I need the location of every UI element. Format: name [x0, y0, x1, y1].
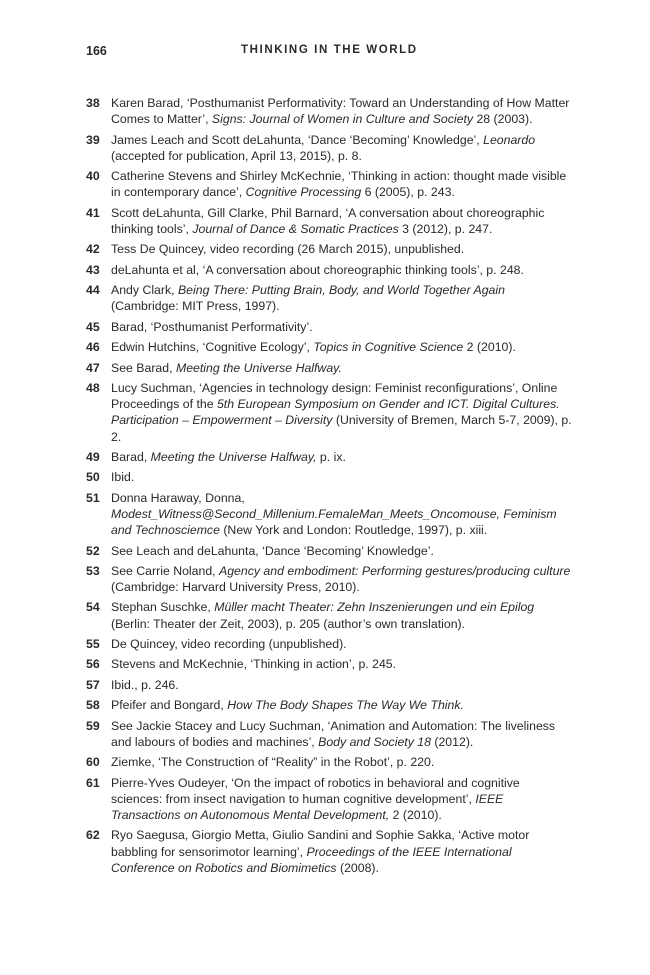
endnote-54 [86, 599, 572, 631]
endnote-number: 45 [86, 319, 100, 334]
endnote-number: 43 [86, 262, 100, 277]
endnote-62 [86, 827, 572, 876]
citation-text: Catherine Stevens and Shirley McKechnie, ‘Thinking in action: thought made visible in contemporary dance’, [111, 169, 567, 200]
endnote-text [111, 698, 464, 712]
endnote-number: 38 [86, 96, 100, 110]
citation-text: See Barad, [111, 360, 176, 375]
endnote-51 [86, 490, 572, 539]
endnote-text [111, 564, 570, 594]
endnote-39 [86, 132, 572, 164]
citation-text: (University of Bremen, March 5-7, 2009), p. 2. [111, 413, 572, 444]
citation-title: Meeting the Universe Halfway. [175, 360, 342, 375]
endnote-number: 59 [86, 718, 100, 733]
citation-text: See Jackie Stacey and Lucy Suchman, ‘Animation and Automation: The liveliness and labours of bodies and machines’, [111, 718, 556, 749]
citation-text: 3 (2012), p. 247. [398, 221, 493, 236]
endnote-number: 52 [86, 543, 100, 558]
endnote-55 [86, 636, 572, 652]
citation-title: Proceedings of the IEEE International Conference on Robotics and Biomimetics [111, 844, 512, 875]
endnote-text [111, 283, 505, 313]
citation-text: See Carrie Noland, [111, 563, 219, 578]
citation-title: Modest_Witness@Second_Millenium.FemaleMan_Meets_Oncomouse, Feminism and Technosciemce [111, 506, 557, 538]
endnote-text [111, 450, 346, 464]
endnote-text [111, 719, 555, 749]
endnote-text [111, 242, 464, 256]
citation-text: Pfeifer and Bongard, [111, 698, 228, 713]
citation-title: Topics in Cognitive Science [313, 340, 464, 355]
endnote-number: 40 [86, 169, 100, 184]
citation-text: (Berlin: Theater der Zeit, 2003), p. 205 (author’s own translation). [111, 616, 466, 631]
endnote-text [111, 206, 544, 236]
citation-text: (New York and London: Routledge, 1997), p. xiii. [219, 523, 488, 538]
citation-text: Stephan Suschke, [111, 600, 215, 615]
endnote-number: 49 [86, 449, 100, 464]
citation-text: deLahunta et al, ‘A conversation about choreographic thinking tools’, p. 248. [111, 262, 524, 277]
citation-text: Scott deLahunta, Gill Clarke, Phil Barnard, ‘A conversation about choreographic thinking tools’, [111, 205, 545, 236]
endnote-38 [86, 95, 572, 127]
endnote-number: 62 [86, 828, 100, 843]
citation-text: 6 (2005), p. 243. [361, 185, 455, 200]
citation-title: Signs: Journal of Women in Culture and Society [211, 112, 474, 127]
endnotes-list [86, 95, 572, 880]
citation-text: Barad, [111, 449, 151, 464]
citation-text: 28 (2003). [473, 112, 533, 127]
endnote-text [111, 96, 569, 126]
endnote-text [111, 169, 566, 199]
endnote-50 [86, 469, 572, 485]
endnote-text [111, 776, 520, 822]
citation-text: De Quincey, video recording (unpublished). [111, 637, 347, 652]
citation-text: (Cambridge: Harvard University Press, 2010). [111, 580, 360, 595]
endnote-text [111, 678, 179, 692]
citation-text: Ibid. [111, 470, 135, 485]
endnote-40 [86, 168, 572, 200]
endnote-number: 48 [86, 380, 100, 395]
citation-text: (accepted for publication, April 13, 2015), p. 8. [111, 148, 362, 163]
endnote-number: 56 [86, 657, 100, 672]
endnote-number: 60 [86, 755, 100, 770]
endnote-59 [86, 718, 572, 750]
endnote-text [111, 491, 557, 537]
citation-text: James Leach and Scott deLahunta, ‘Dance ‘Becoming’ Knowledge’, [111, 132, 484, 147]
endnote-53 [86, 563, 572, 595]
citation-title: 5th European Symposium on Gender and ICT. Digital Cultures. Participation – Empowerment – Diversity [111, 397, 560, 428]
endnote-47 [86, 360, 572, 376]
endnote-60 [86, 754, 572, 770]
citation-title: IEEE Transactions on Autonomous Mental Development, [111, 791, 504, 823]
endnote-43 [86, 262, 572, 278]
citation-title: Journal of Dance & Somatic Practices [192, 221, 399, 236]
endnote-text [111, 755, 434, 769]
endnote-46 [86, 339, 572, 355]
citation-text: 2 (2010). [463, 340, 516, 355]
citation-title: Body and Society 18 [318, 734, 431, 749]
citation-title: How The Body Shapes The Way We Think. [227, 698, 464, 713]
endnote-text [111, 361, 342, 375]
endnote-text [111, 828, 529, 874]
endnote-text [111, 133, 535, 163]
citation-text: Karen Barad, ‘Posthumanist Performativity: Toward an Understanding of How Matter Comes to Matter’, [111, 96, 570, 127]
citation-text: Ziemke, ‘The Construction of “Reality” in the Robot’, p. 220. [111, 755, 435, 770]
endnote-number: 61 [86, 775, 100, 790]
citation-title: Being There: Putting Brain, Body, and World Together Again [177, 283, 505, 298]
citation-text: Stevens and McKechnie, ‘Thinking in action’, p. 245. [111, 657, 397, 672]
page-number: 166 [86, 44, 107, 58]
citation-text: See Leach and deLahunta, ‘Dance ‘Becoming’ Knowledge’. [111, 543, 434, 558]
endnote-number: 55 [86, 637, 100, 652]
citation-text: Tess De Quincey, video recording (26 March 2015), unpublished. [111, 242, 465, 257]
endnote-text [111, 263, 524, 277]
citation-text: (2012). [430, 734, 474, 749]
citation-text: Ibid., p. 246. [111, 677, 179, 692]
endnote-text [111, 657, 396, 671]
citation-title: Agency and embodiment: Performing gestures/producing culture [219, 563, 571, 578]
citation-title: Müller macht Theater: Zehn Inszenierungen und ein Epilog [214, 600, 535, 615]
citation-text: Pierre-Yves Oudeyer, ‘On the impact of robotics in behavioral and cognitive sciences: from insect navigation to human cognitive development’, [111, 775, 520, 806]
endnote-text [111, 381, 572, 444]
endnote-52 [86, 543, 572, 559]
citation-text: Edwin Hutchins, ‘Cognitive Ecology’, [111, 340, 314, 355]
endnote-number: 44 [86, 283, 100, 298]
endnote-42 [86, 241, 572, 257]
endnote-41 [86, 205, 572, 237]
citation-title: Cognitive Processing [245, 185, 362, 200]
endnote-number: 50 [86, 470, 100, 485]
endnote-number: 47 [86, 360, 100, 375]
endnote-text [111, 340, 516, 354]
endnote-number: 57 [86, 677, 100, 692]
endnote-text [111, 320, 313, 334]
endnote-48 [86, 380, 572, 445]
page-header [86, 44, 566, 64]
citation-text: 2 (2010). [389, 808, 442, 823]
endnote-number: 39 [86, 132, 100, 147]
endnote-text [111, 544, 434, 558]
citation-text: Donna Haraway, Donna, [111, 490, 245, 505]
endnote-45 [86, 319, 572, 335]
endnote-number: 54 [86, 600, 100, 615]
endnote-number: 41 [86, 205, 100, 220]
running-head: THINKING IN THE WORLD [241, 44, 418, 56]
endnote-number: 58 [86, 698, 100, 713]
citation-text: Lucy Suchman, ‘Agencies in technology design: Feminist reconfigurations’, Online Proceedings of the [111, 380, 558, 412]
endnote-49 [86, 449, 572, 465]
citation-text: (2008). [336, 860, 379, 875]
citation-text: Ryo Saegusa, Giorgio Metta, Giulio Sandini and Sophie Sakka, ‘Active motor babbling for sensorimotor learning’, [111, 828, 530, 859]
citation-title: Leonardo [483, 132, 536, 147]
endnote-number: 53 [86, 563, 100, 578]
endnote-56 [86, 656, 572, 672]
endnote-57 [86, 677, 572, 693]
endnote-number: 51 [86, 490, 100, 505]
endnote-58 [86, 697, 572, 713]
citation-text: Barad, ‘Posthumanist Performativity’. [111, 319, 313, 334]
citation-text: (Cambridge: MIT Press, 1997). [111, 299, 280, 314]
endnote-44 [86, 282, 572, 314]
endnote-text [111, 600, 534, 630]
endnote-text [111, 470, 134, 484]
endnote-text [111, 637, 347, 651]
endnote-number: 42 [86, 242, 100, 257]
endnote-61 [86, 775, 572, 824]
citation-text: p. ix. [316, 449, 346, 464]
citation-text: Andy Clark, [111, 283, 178, 298]
citation-title: Meeting the Universe Halfway, [150, 449, 317, 464]
endnote-number: 46 [86, 340, 100, 355]
